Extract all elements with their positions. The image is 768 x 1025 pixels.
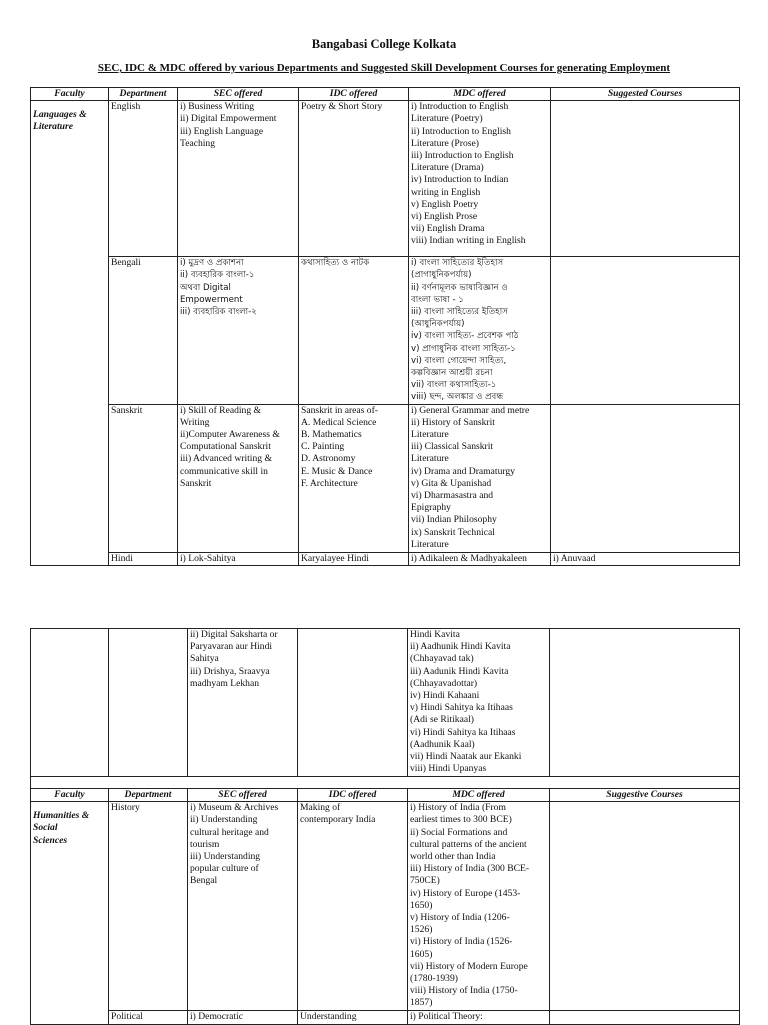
sec-cell: i) Democratic xyxy=(188,1010,298,1024)
sec-cell: i) Skill of Reading & Writing ii)Computer Awareness & Computational Sanskrit iii) Advanced writing & communicative skill in Sanskrit xyxy=(178,404,299,552)
department-cell: Hindi xyxy=(109,552,178,565)
idc-cell xyxy=(298,629,408,777)
header-mdc: MDC offered xyxy=(408,789,550,802)
idc-cell: Sanskrit in areas of- A. Medical Science B. Mathematics C. Painting D. Astronomy E. Music & Dance F. Architecture xyxy=(299,404,409,552)
suggested-cell xyxy=(551,404,740,552)
department-cell: History xyxy=(109,802,188,1010)
idc-cell: কথাসাহিত্য ও নাটক xyxy=(299,257,409,404)
header-sec: SEC offered xyxy=(188,789,298,802)
sec-cell: i) মুদ্রণ ও প্রকাশনা ii) ব্যবহারিক বাংলা-১ অথবা Digital Empowerment iii) ব্যবহারিক বাংলা-২ xyxy=(178,257,299,404)
header-suggested: Suggestive Courses xyxy=(550,789,740,802)
suggested-cell xyxy=(551,101,740,257)
mdc-cell: i) Adikaleen & Madhyakaleen xyxy=(409,552,551,565)
spacer-cell xyxy=(31,777,740,789)
faculty-cell: Languages & Literature xyxy=(31,101,109,566)
page-subtitle: SEC, IDC & MDC offered by various Departments and Suggested Skill Development Courses for generating Employment xyxy=(97,62,671,74)
table-header-row xyxy=(31,88,740,101)
suggested-cell xyxy=(550,802,740,1010)
faculty-cell xyxy=(31,629,109,777)
department-cell: Sanskrit xyxy=(109,404,178,552)
idc-cell: Karyalayee Hindi xyxy=(299,552,409,565)
suggested-cell xyxy=(550,1010,740,1024)
sec-cell: i) Lok-Sahitya xyxy=(178,552,299,565)
mdc-cell: i) History of India (From earliest times to 300 BCE) ii) Social Formations and cultural patterns of the ancient world other than India iii) History of India (300 BCE- 750CE) iv) History of Europe (1453- 1650) v) History of India (1206- 1526) vi) History of India (1526- 1605) vii) History of Modern Europe (1780-1939) viii) History of India (1750- 1857) xyxy=(408,802,550,1010)
mdc-cell: Hindi Kavita ii) Aadhunik Hindi Kavita (Chhayavad tak) iii) Aadunik Hindi Kavita (Chhayavadottar) iv) Hindi Kahaani v) Hindi Sahitya ka Itihaas (Adi se Ritikaal) vi) Hindi Sahitya ka Itihaas (Aadhunik Kaal) vii) Hindi Naatak aur Ekanki viii) Hindi Upanyas xyxy=(408,629,550,777)
sec-cell: ii) Digital Saksharta or Paryavaran aur Hindi Sahitya iii) Drishya, Sraavya madhyam Lekhan xyxy=(188,629,298,777)
page-title: Bangabasi College Kolkata xyxy=(311,37,457,51)
header-faculty: Faculty xyxy=(31,88,109,101)
header-faculty: Faculty xyxy=(31,789,109,802)
department-cell: English xyxy=(109,101,178,257)
header-suggested: Suggested Courses xyxy=(551,88,740,101)
table-row xyxy=(31,257,740,404)
faculty-cell: Humanities & Social Sciences xyxy=(31,802,109,1024)
courses-table-humanities xyxy=(30,628,740,1025)
header-idc: IDC offered xyxy=(298,789,408,802)
idc-cell: Making of contemporary India xyxy=(298,802,408,1010)
table-row xyxy=(31,629,740,777)
department-cell xyxy=(109,629,188,777)
courses-table-languages xyxy=(30,87,740,566)
sec-cell: i) Business Writing ii) Digital Empowerment iii) English Language Teaching xyxy=(178,101,299,257)
idc-cell: Poetry & Short Story xyxy=(299,101,409,257)
idc-cell: Understanding xyxy=(298,1010,408,1024)
mdc-cell: i) General Grammar and metre ii) History of Sanskrit Literature iii) Classical Sanskrit Literature iv) Drama and Dramaturgy v) Gita & Upanishad vi) Dharmasastra and Epigraphy vii) Indian Philosophy ix) Sanskrit Technical Literature xyxy=(409,404,551,552)
table-row xyxy=(31,802,740,1010)
suggested-cell xyxy=(550,629,740,777)
header-department: Department xyxy=(109,789,188,802)
table-header-row xyxy=(31,789,740,802)
department-cell: Political xyxy=(109,1010,188,1024)
table-spacer-row xyxy=(31,777,740,789)
department-cell: Bengali xyxy=(109,257,178,404)
suggested-cell xyxy=(551,257,740,404)
mdc-cell: i) Introduction to English Literature (Poetry) ii) Introduction to English Literature (Prose) iii) Introduction to English Literature (Drama) iv) Introduction to Indian writing in English v) English Poetry vi) English Prose vii) English Drama viii) Indian writing in English xyxy=(409,101,551,257)
sec-cell: i) Museum & Archives ii) Understanding cultural heritage and tourism iii) Understanding popular culture of Bengal xyxy=(188,802,298,1010)
table-row xyxy=(31,101,740,257)
header-department: Department xyxy=(109,88,178,101)
table-row xyxy=(31,552,740,565)
mdc-cell: i) Political Theory: xyxy=(408,1010,550,1024)
header-mdc: MDC offered xyxy=(409,88,551,101)
header-idc: IDC offered xyxy=(299,88,409,101)
header-sec: SEC offered xyxy=(178,88,299,101)
mdc-cell: i) বাংলা সাহিত্যের ইতিহাস (প্রাগাধুনিকপর্যায়) ii) বর্ণনামূলক ভাষাবিজ্ঞান ও বাংলা ভাষা - ১ iii) বাংলা সাহিত্যের ইতিহাস (আধুনিকপর্যায়) iv) বাংলা সাহিত্য- প্রবেশক পাঠ v) প্রাগাধুনিক বাংলা সাহিত্য-১ vi) বাংলা গোয়েন্দা সাহিত্য, কল্পবিজ্ঞান আশ্রয়ী রচনা vii) বাংলা কথাসাহিত্য-১ viii) ছন্দ, অলঙ্কার ও প্রবন্ধ xyxy=(409,257,551,404)
table-row xyxy=(31,404,740,552)
table-row xyxy=(31,1010,740,1024)
suggested-cell: i) Anuvaad xyxy=(551,552,740,565)
